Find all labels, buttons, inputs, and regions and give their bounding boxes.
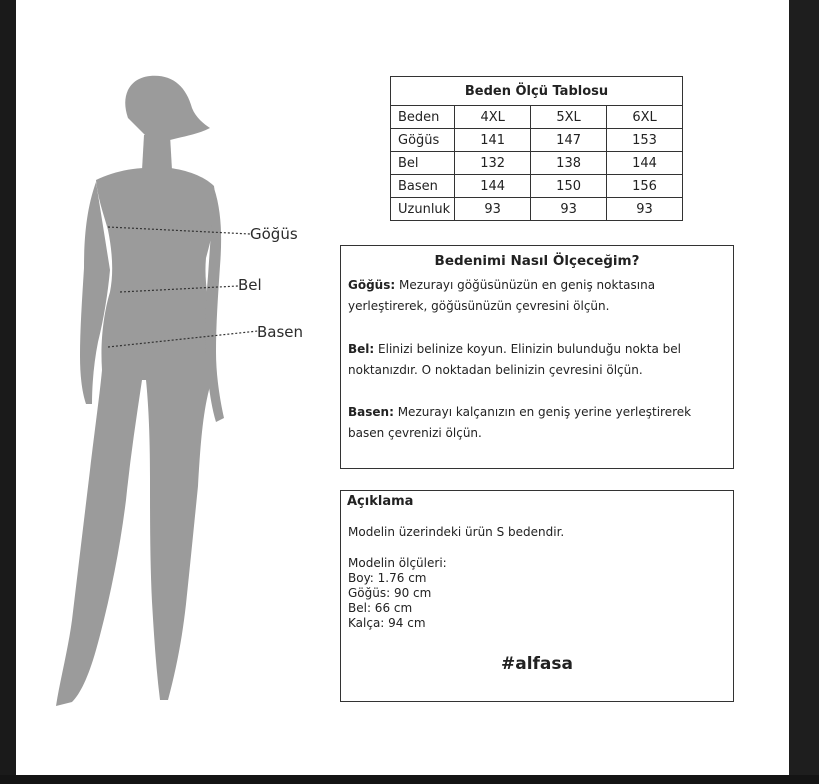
table-cell: 138 xyxy=(531,152,607,175)
instruction-label: Göğüs: xyxy=(348,278,396,292)
description-box xyxy=(340,490,734,702)
table-cell: 144 xyxy=(607,152,683,175)
how-to-measure-box xyxy=(340,245,734,469)
instruction-text: Mezurayı kalçanızın en geniş yerine yerleştirerek basen çevrenizi ölçün. xyxy=(348,405,692,440)
product-size-note: Modelin üzerindeki ürün S bedendir. xyxy=(348,525,565,539)
table-cell: Göğüs xyxy=(391,129,455,152)
size-table-title: Beden Ölçü Tablosu xyxy=(391,77,683,106)
size-table-header-row xyxy=(391,106,683,129)
table-cell: 147 xyxy=(531,129,607,152)
table-cell: Beden xyxy=(391,106,455,129)
instruction-label: Bel: xyxy=(348,342,375,356)
table-cell: Bel xyxy=(391,152,455,175)
table-cell: Uzunluk xyxy=(391,198,455,221)
table-cell: 132 xyxy=(455,152,531,175)
measurement-item: Bel: 66 cm xyxy=(348,601,413,615)
table-cell: 93 xyxy=(607,198,683,221)
table-cell: 144 xyxy=(455,175,531,198)
waist-callout: Bel xyxy=(238,276,262,294)
hip-callout: Basen xyxy=(257,323,304,341)
table-row xyxy=(391,129,683,152)
table-cell: 6XL xyxy=(607,106,683,129)
table-row xyxy=(391,175,683,198)
waist-instruction xyxy=(348,339,728,381)
table-cell: 5XL xyxy=(531,106,607,129)
measurement-item: Boy: 1.76 cm xyxy=(348,571,427,585)
table-cell: Basen xyxy=(391,175,455,198)
table-cell: 93 xyxy=(455,198,531,221)
instruction-text: Mezurayı göğüsünüzün en geniş noktasına yerleştirerek, göğüsünüzün çevresini ölçün. xyxy=(348,278,656,313)
table-cell: 156 xyxy=(607,175,683,198)
chest-callout: Göğüs xyxy=(250,225,298,243)
brand-hashtag: #alfasa xyxy=(500,654,573,674)
table-cell: 93 xyxy=(531,198,607,221)
description-title: Açıklama xyxy=(347,494,414,509)
how-to-measure-title: Bedenimi Nasıl Ölçeceğim? xyxy=(434,253,640,269)
measurement-item: Göğüs: 90 cm xyxy=(348,586,432,600)
measurement-item: Kalça: 94 cm xyxy=(348,616,426,630)
size-table xyxy=(390,76,683,221)
table-cell: 153 xyxy=(607,129,683,152)
table-row xyxy=(391,152,683,175)
size-table-title-row xyxy=(391,77,683,106)
chest-instruction xyxy=(348,275,728,317)
instruction-label: Basen: xyxy=(348,405,394,419)
table-cell: 150 xyxy=(531,175,607,198)
measurements-title: Modelin ölçüleri: xyxy=(348,556,447,570)
hip-instruction xyxy=(348,402,728,444)
table-cell: 141 xyxy=(455,129,531,152)
table-cell: 4XL xyxy=(455,106,531,129)
table-row xyxy=(391,198,683,221)
instruction-text: Elinizi belinize koyun. Elinizin bulunduğu nokta bel noktanızdır. O noktadan belinizin çevresini ölçün. xyxy=(348,342,681,377)
